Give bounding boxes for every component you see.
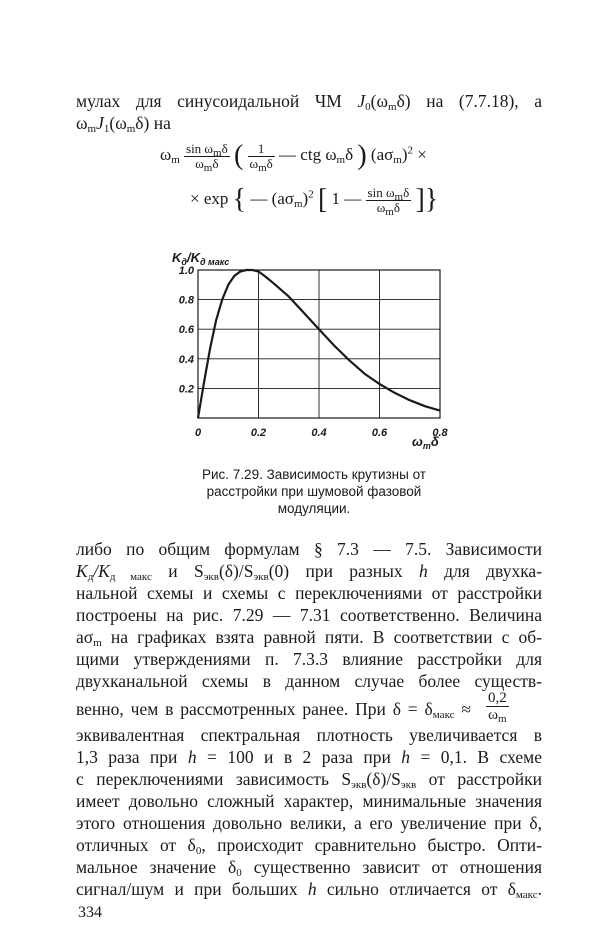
formula-line-2: × exp { — $(a\sigma_m)^2$ [ 1 — $\frac{\sin \omega_m\delta}{\omega_m\delta}$ ]} [190,184,439,218]
x-tick-label: 0.6 [371,427,388,439]
body-line-9: эквивалентная спектральная плотность увеличивается в [76,725,542,745]
page-number: 334 [78,904,102,921]
y-axis-label: $K_д/K_{д макс}$ [172,250,230,267]
body-line-4: построены на рис. 7.29 — 7.31 соответственно. Величина [76,605,542,625]
body-line-1: либо по общим формулам § 7.3 — 7.5. Зависимости [76,539,542,559]
body-line-5: $a\sigma_m$ на графиках взята равной пяти. В соответствии с об- [76,627,542,649]
body-line-15: мальное значение $\delta_0$ существенно зависит от отношения [76,857,542,879]
body-line-6: щими утверждениями п. 7.3.3 влияние расстройки для [76,649,542,669]
intro-line-2: $\omega_mJ_1(\omega_m\delta)$ на [76,113,171,135]
formula-fraction-2: $\frac{1}{\omega_m\delta}$ [249,140,273,174]
body-line-14: отличных от $\delta_0$, происходит сравнительно быстро. Опти- [76,835,543,857]
y-tick-label: 0.8 [178,294,194,307]
body-line-13: этого отношения довольно велики, а его увеличение при δ, [76,813,542,833]
intro-line-1: мулах для синусоидальной ЧМ $J_0(\omega_m\delta)$ на (7.7.18), а [76,91,543,113]
body-line-7: двухканальной схемы в данном случае более существ- [76,671,542,691]
body-line-11: с переключениями зависимость $S_{экв}(\delta)/S_{экв}$ от расстройки [76,769,542,791]
formula-fraction-1: $\frac{\sin \omega_m\delta}{\omega_m\delta}$ [186,140,228,174]
formula-line-1: $\omega_m$ $\frac{\sin \omega_m\delta}{\omega_m\delta}$ ( $\frac{1}{\omega_m\delta}$ — ctg $\omega_m\delta$ ) $(a\sigma_m)^2$ × [160,140,427,174]
y-tick-label: 0.4 [178,353,194,366]
x-axis-label: $\omega_m\delta$ [412,434,439,451]
x-tick-label: 0.8 [432,427,448,439]
body-line-12: имеет довольно сложный характер, минимальные значения [76,791,542,811]
figure-7-29-chart [160,240,460,455]
body-line-8: венно, чем в рассмотренных ранее. При $\delta = \delta_{макс}$ ≈ $\frac{0,2}{\omega_m}$ [76,690,507,725]
body-line-10: 1,3 раза при h = 100 и в 2 раза при h = 0,1. В схеме [76,747,543,767]
x-tick-label: 0.2 [250,427,267,439]
figure-caption: Рис. 7.29. Зависимость крутизны от расстройки при шумовой фазовой модуляции. [202,467,426,516]
y-tick-label: 0.2 [178,383,194,396]
body-line-16: сигнал/шум и при больших h сильно отличается от $\delta_{макс}$. [76,879,543,901]
body-line-2: $K_д/K_{д макс}$ и $S_{экв}(\delta)/S_{экв}(0)$ при разных h для двухка- [76,561,543,583]
y-tick-label: 1.0 [178,265,194,277]
body-line-3: нальной схемы и схемы с переключениями от расстройки [76,583,542,603]
x-tick-label: 0 [194,427,202,439]
approx-fraction: $\frac{0,2}{\omega_m}$ [488,690,507,725]
x-tick-label: 0.4 [311,427,327,439]
formula-fraction-3: $\frac{\sin \omega_m\delta}{\omega_m\delta}$ [367,184,410,218]
y-tick-label: 0.6 [178,324,194,337]
